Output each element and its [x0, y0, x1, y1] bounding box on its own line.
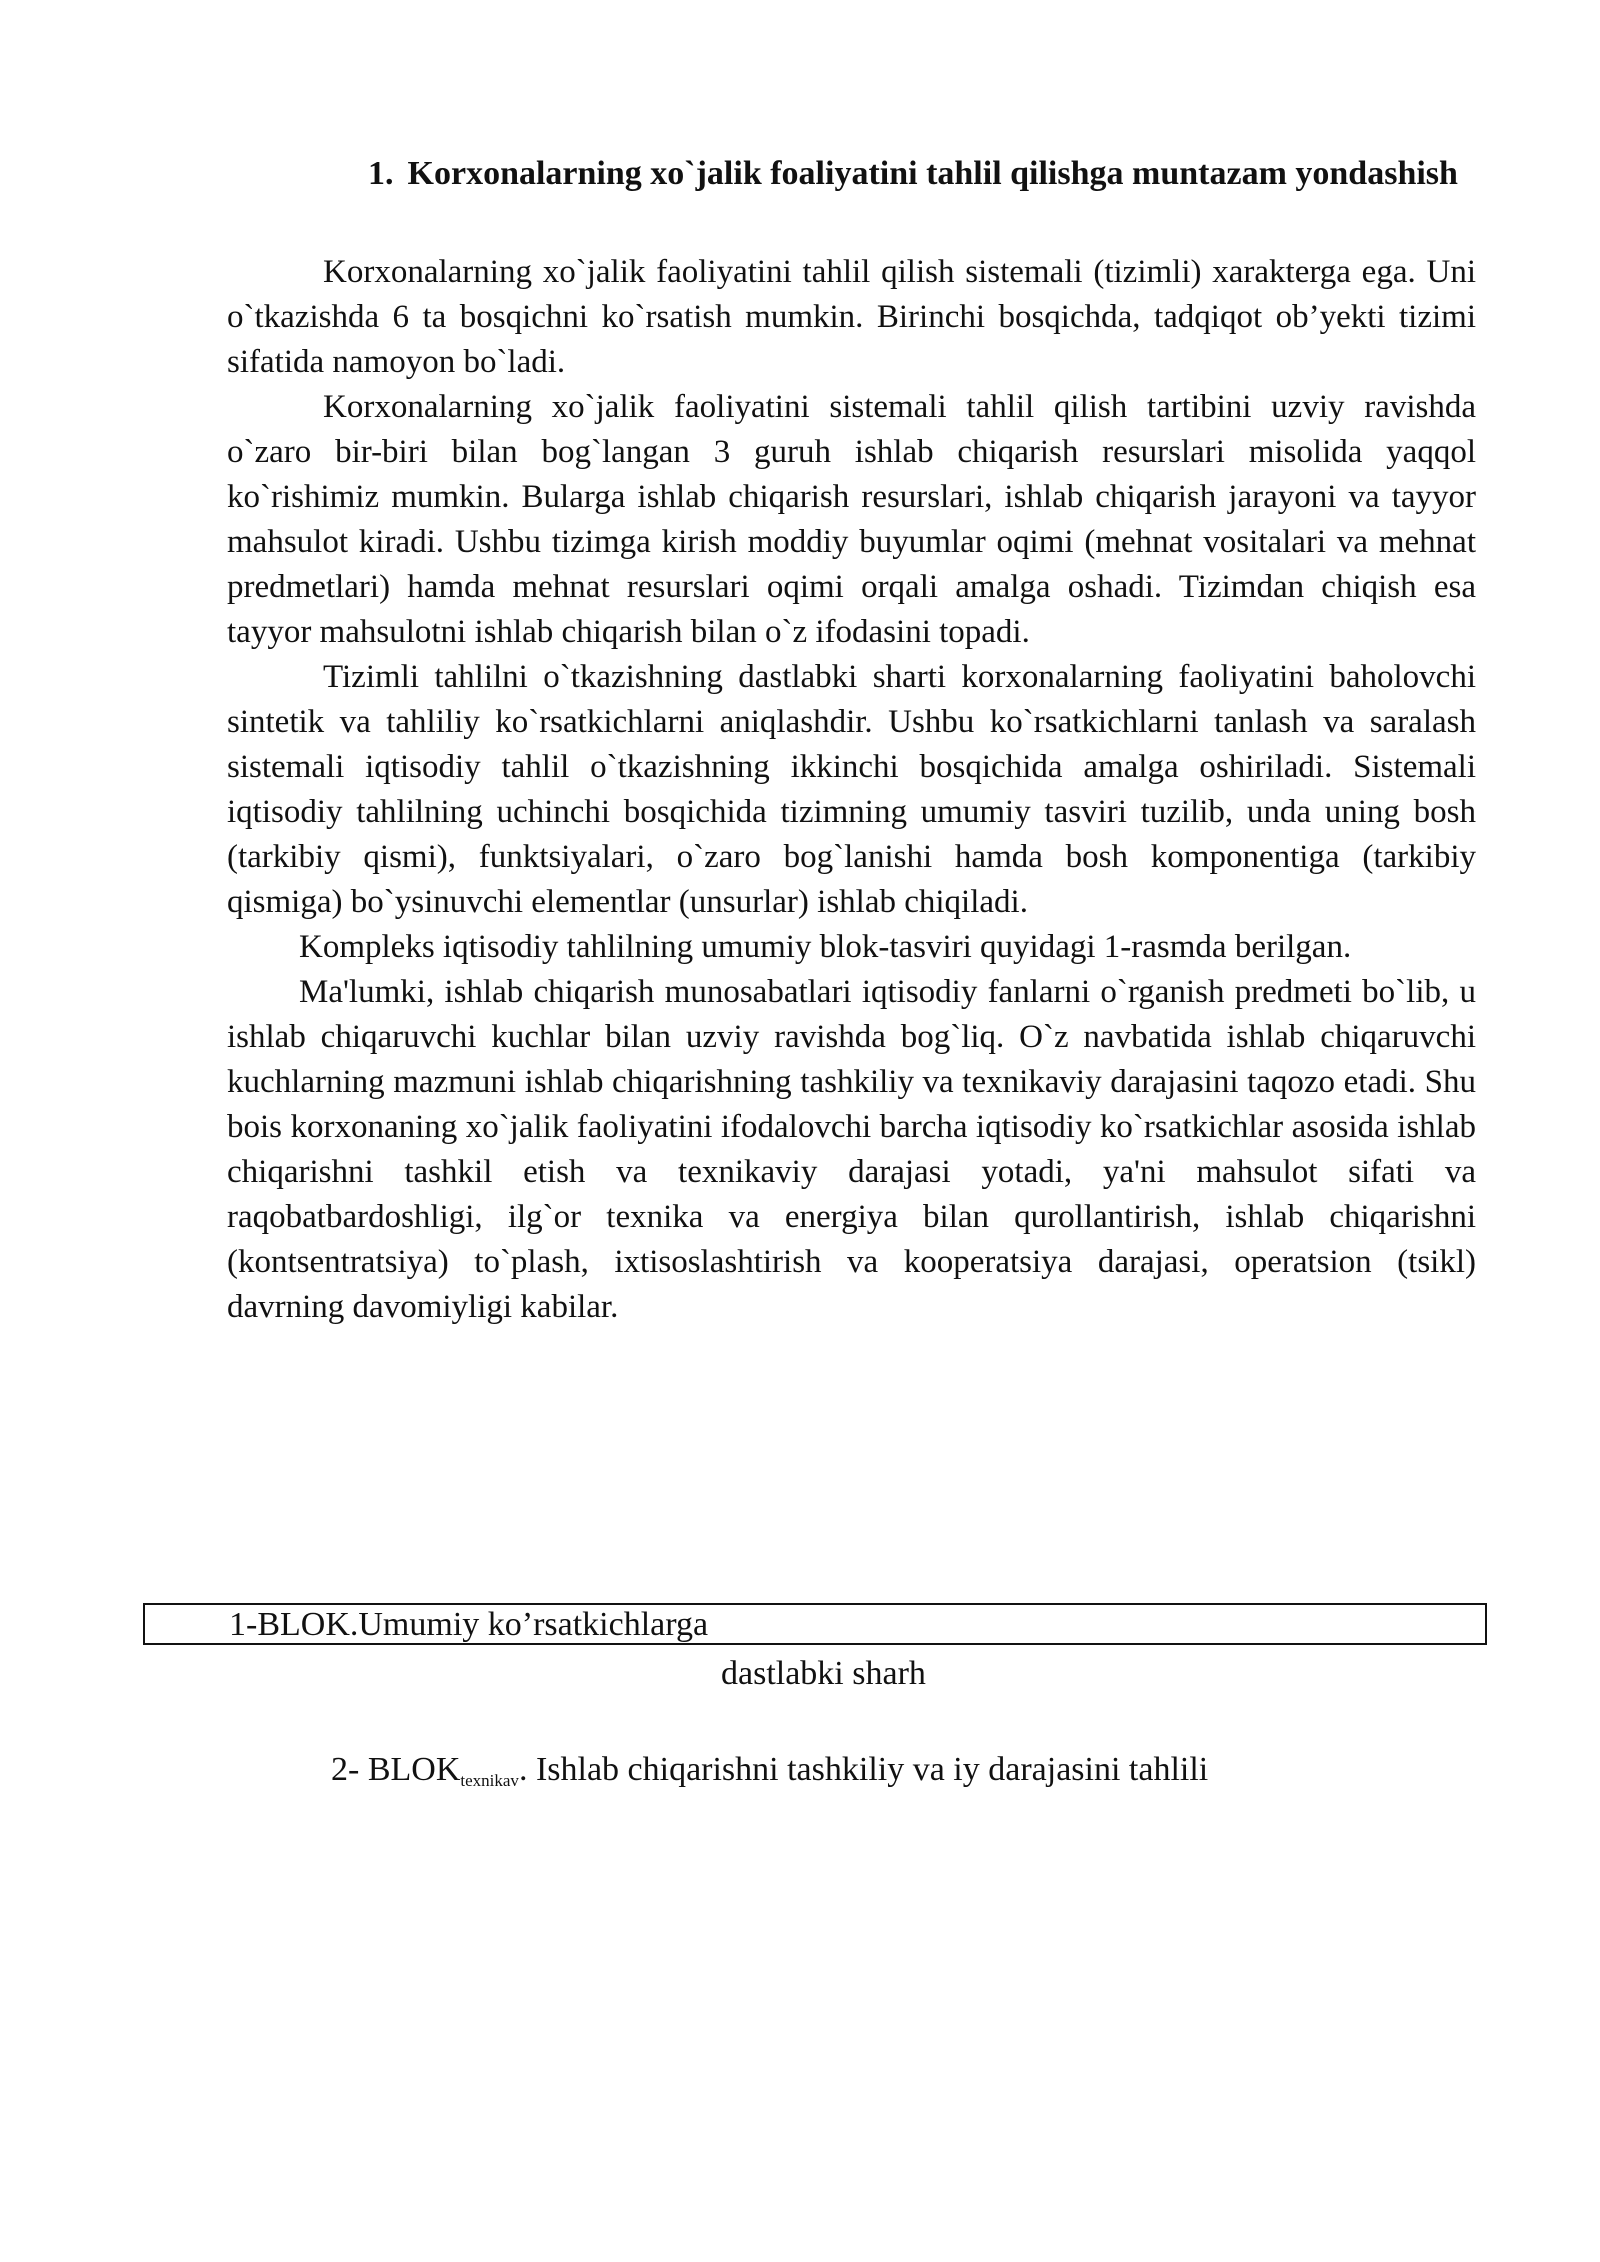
blok-1-label: 1-BLOK.Umumiy ko’rsatkichlarga — [229, 1606, 709, 1643]
paragraph: Korxonalarning xo`jalik faoliyatini sistemali tahlil qilish tartibini uzviy ravishda o`zaro bir-biri bilan bog`langan 3 guruh ishlab chiqarish resurslari misolida yaqqol ko`rishimiz mumkin. Bularga ishlab chiqarish resurslari, ishlab chiqarish jarayoni va tayyor mahsulot kiradi. Ushbu tizimga kirish moddiy buyumlar oqimi (mehnat vositalari va mehnat predmetlari) hamda mehnat resurslari oqimi orqali amalga oshadi. Tizimdan chiqish esa tayyor mahsulotni ishlab chiqarish bilan o`z ifodasini topadi. — [227, 389, 1476, 650]
blok-1-box — [143, 1603, 1487, 1645]
paragraph: Ma'lumki, ishlab chiqarish munosabatlari iqtisodiy fanlarni o`rganish predmeti bo`lib, u ishlab chiqaruvchi kuchlar bilan uzviy ravishda bog`liq. O`z navbatida ishlab chiqaruvchi kuchlarning mazmuni ishlab chiqarishning tashkiliy va texnikaviy darajasini taqozo etadi. Shu bois korxonaning xo`jalik faoliyatini ifodalovchi barcha iqtisodiy ko`rsatkichlar asosida ishlab chiqarishni tashkil etish va texnikaviy darajasi yotadi, ya'ni mahsulot sifati va raqobatbardoshligi, ilg`or texnika va energiya bilan qurollantirish, ishlab chiqarishni (kontsentratsiya) to`plash, ixtisoslashtirish va kooperatsiya darajasi, operatsion (tsikl) davrning davomiyligi kabilar. — [227, 974, 1476, 1325]
section-title: Korxonalarning xo`jalik foaliyatini tahlil qilishga muntazam yondashish — [407, 155, 1458, 192]
blok-2-text: . Ishlab chiqarishni tashkiliy va iy darajasini tahlili — [518, 1751, 1209, 1788]
blok-2-prefix: 2- BLOK — [331, 1751, 461, 1788]
paragraph: Kompleks iqtisodiy tahlilning umumiy blok-tasviri quyidagi 1-rasmda berilgan. — [299, 929, 1352, 965]
body-text — [227, 250, 1476, 1330]
blok-1-continuation: dastlabki sharh — [721, 1655, 926, 1692]
blok-2-subscript: texnikav — [460, 1771, 519, 1790]
paragraph: Tizimli tahlilni o`tkazishning dastlabki sharti korxonalarning faoliyatini baholovchi sintetik va tahliliy ko`rsatkichlarni aniqlashdir. Ushbu ko`rsatkichlarni tanlash va saralash sistemali iqtisodiy tahlil o`tkazishning ikkinchi bosqichida amalga oshiriladi. Sistemali iqtisodiy tahlilning uchinchi bosqichida tizimning umumiy tasviri tuzilib, unda uning bosh (tarkibiy qismi), funktsiyalari, o`zaro bog`lanishi hamda bosh komponentiga (tarkibiy qismiga) bo`ysinuvchi elementlar (unsurlar) ishlab chiqiladi. — [227, 659, 1476, 920]
section-heading — [350, 150, 1476, 197]
blok-2-line — [331, 1748, 1208, 1792]
section-number: 1. — [368, 155, 394, 192]
paragraph: Korxonalarning xo`jalik faoliyatini tahlil qilish sistemali (tizimli) xarakterga ega. Uni o`tkazishda 6 ta bosqichni ko`rsatish mumkin. Birinchi bosqichda, tadqiqot ob’yekti tizimi sifatida namoyon bo`ladi. — [227, 254, 1476, 380]
